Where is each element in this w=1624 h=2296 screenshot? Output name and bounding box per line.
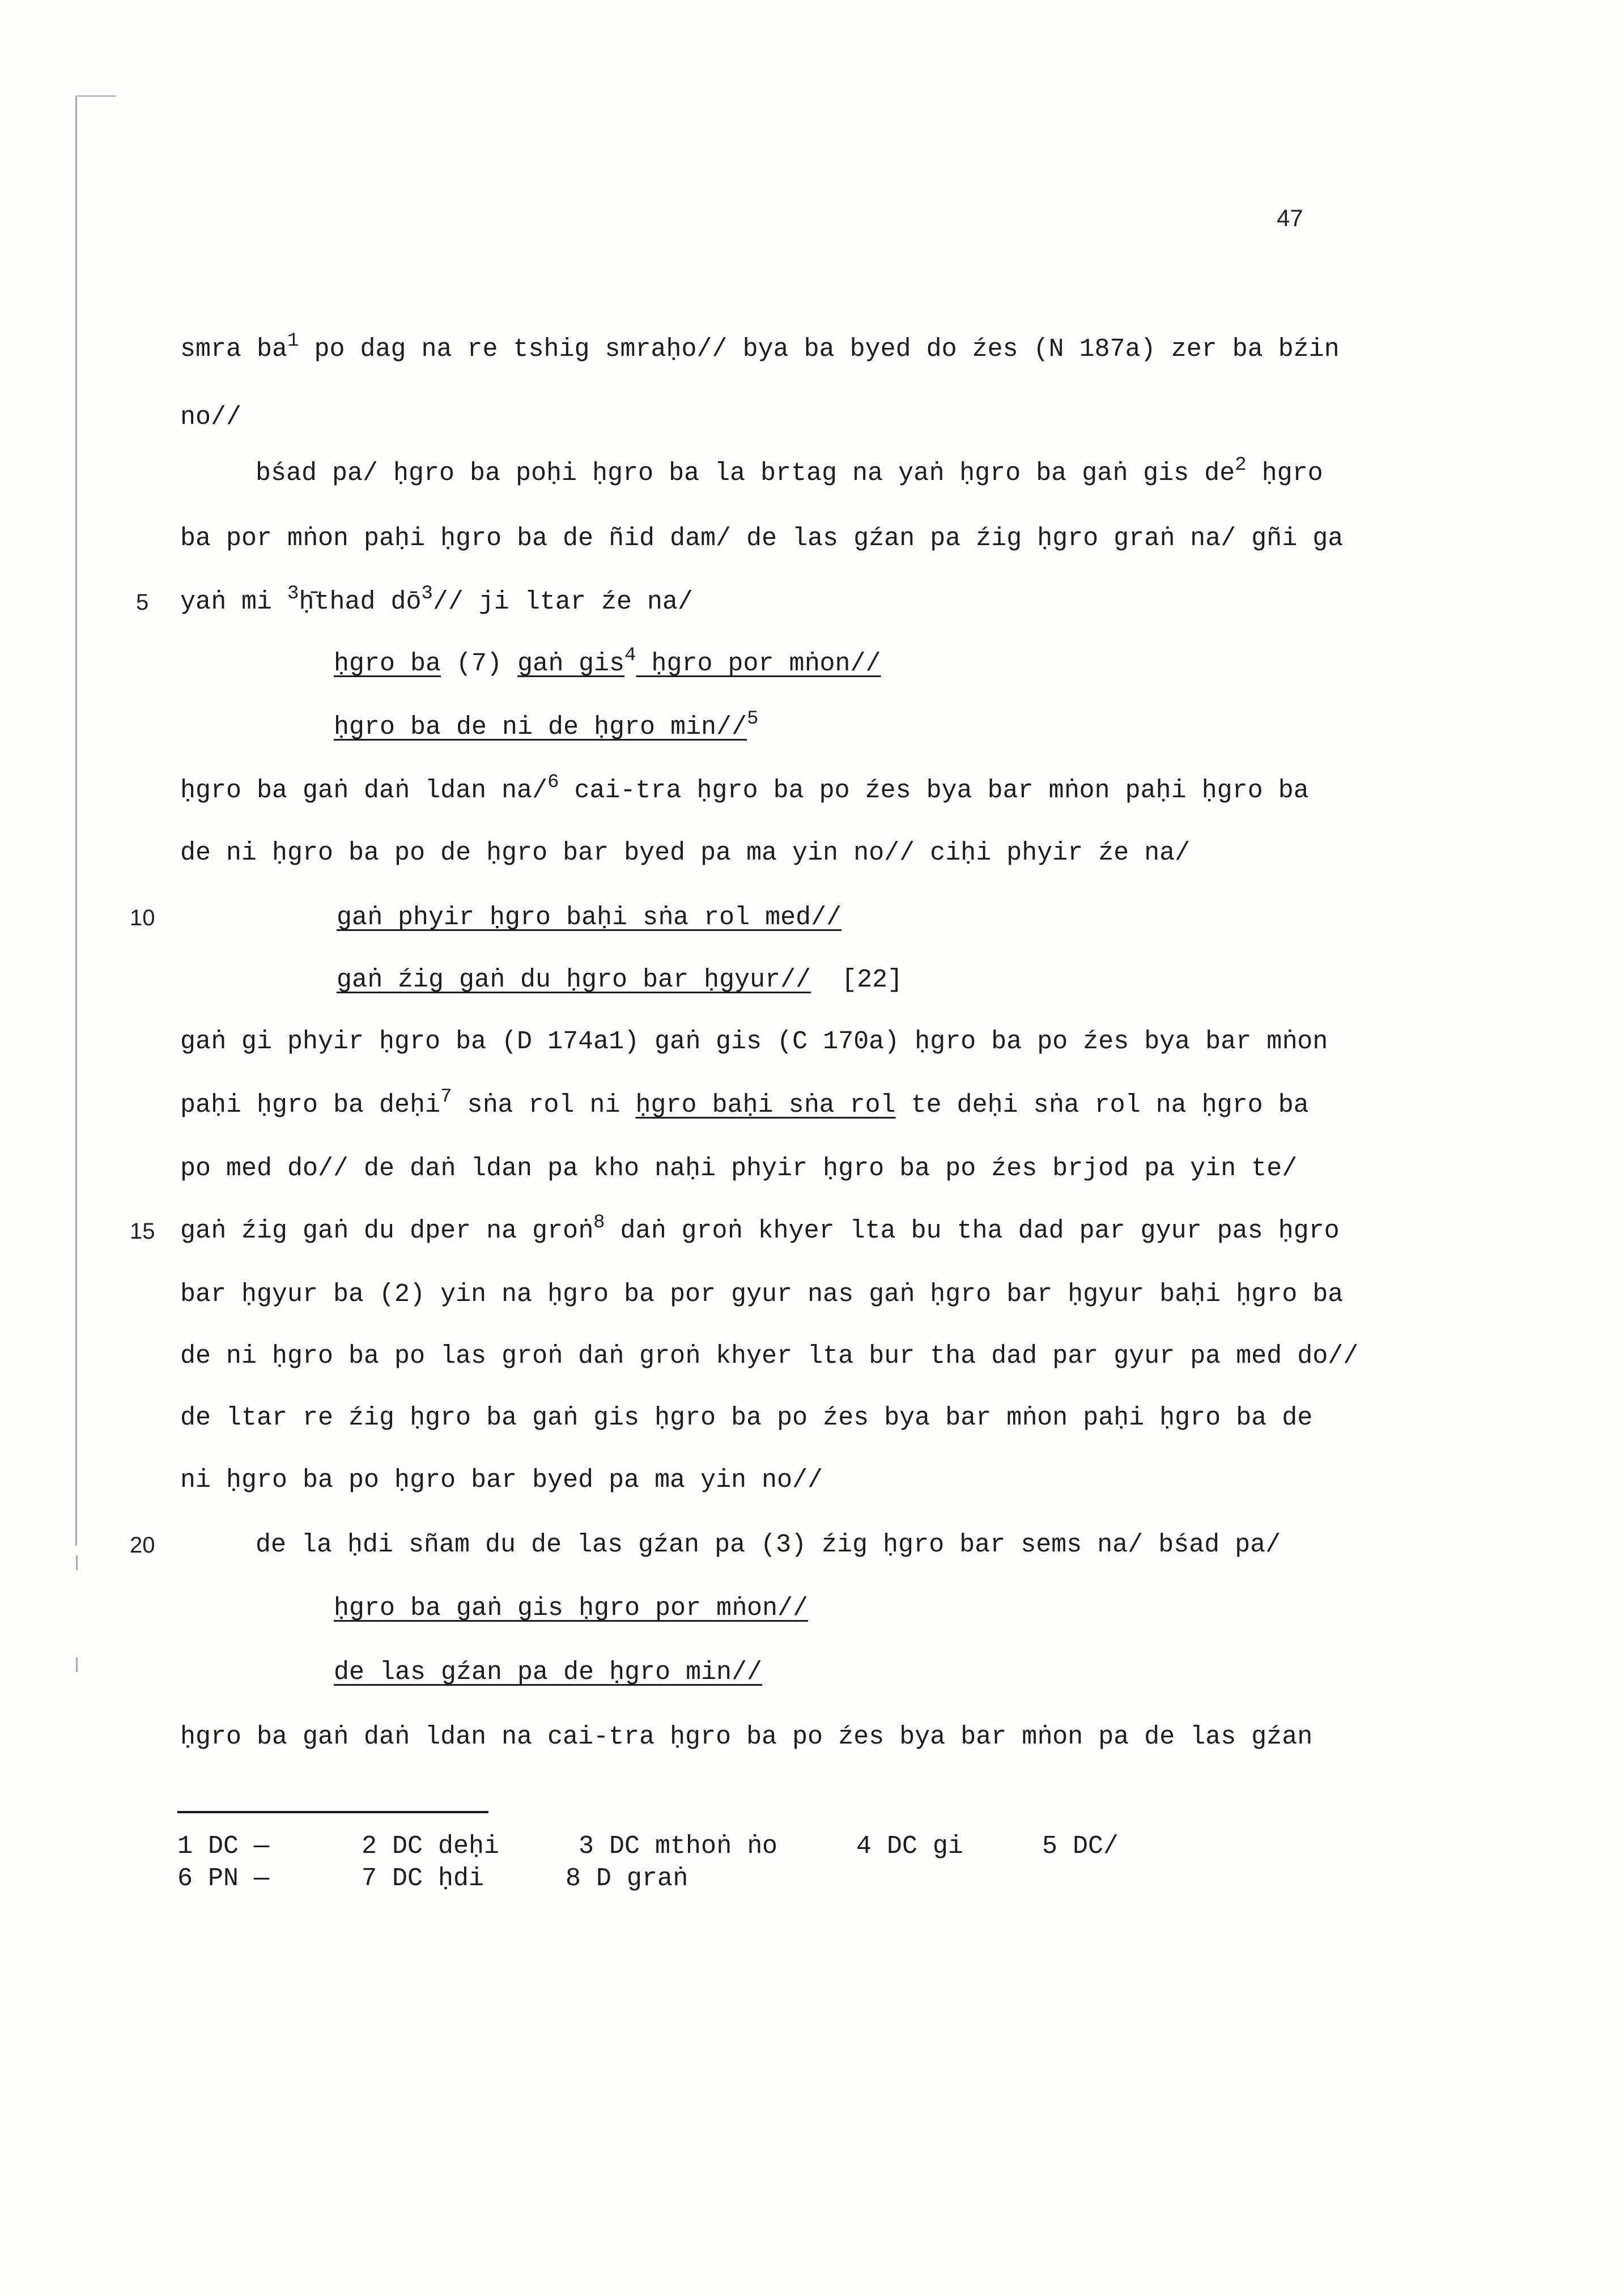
footnote: 2 DC deḥi [362,1832,500,1861]
text-line [180,1281,1343,1309]
text-segment: de ni ḥgro ba po las groṅ daṅ groṅ khyer lta bur tha dad par gyur pa med do// [180,1342,1359,1371]
text-line [180,1466,823,1495]
footnote: 1 DC — [177,1832,270,1861]
underlined-verse-text: ḥgro ba [334,649,441,678]
underlined-verse-text: de las gźan pa de ḥgro min// [334,1658,763,1687]
text-segment: smra ba [180,335,288,364]
footnote-marker: 3 [287,583,299,605]
verse-line [337,904,841,932]
text-line [180,525,1343,553]
verse-line [337,966,903,994]
underlined-verse-text: gaṅ gis [517,649,625,678]
text-segment: ḥ̄thad dō [299,588,422,616]
text-segment: daṅ groṅ khyer lta bu tha dad par gyur pas ḥgro [605,1217,1340,1245]
text-segment: po dag na re tshig smraḥo// bya ba byed do źes (N 187a) zer ba bźin [299,335,1340,364]
text-segment: sṅa rol ni [452,1091,636,1120]
footnote: 3 DC mthoṅ ṅo [579,1832,778,1861]
text-segment: bśad pa/ ḥgro ba poḥi ḥgro ba la brtag na yaṅ ḥgro ba gaṅ gis de [256,459,1235,488]
text-line [180,583,693,618]
footnote: 4 DC gi [856,1832,964,1861]
text-line [256,1531,1281,1559]
footnote-marker: 3 [421,583,433,605]
page-edge-line [75,95,77,1546]
text-line [180,1723,1312,1751]
text-line [180,772,1309,807]
text-segment: po med do// de daṅ ldan pa kho naḥi phyir ḥgro ba po źes brjod pa yin te/ [180,1154,1298,1183]
footnote-rule [177,1811,488,1813]
text-line [180,1155,1297,1183]
text-segment: ni ḥgro ba po ḥgro bar byed pa ma yin no// [180,1466,823,1495]
text-line [256,454,1323,490]
verse-line [334,1659,762,1687]
text-line [180,1028,1328,1056]
text-segment: cai-tra ḥgro ba po źes bya bar mṅon paḥi ḥgro ba [559,776,1309,805]
text-segment: te deḥi sṅa rol na ḥgro ba [895,1091,1309,1120]
line-number: 5 [136,590,149,615]
text-line [180,330,1340,365]
text-segment: gaṅ gi phyir ḥgro ba (D 174a1) gaṅ gis (C 170a) ḥgro ba po źes bya bar mṅon [180,1027,1328,1056]
text-segment: de la ḥdi sñam du de las gźan pa (3) źig ḥgro bar sems na/ bśad pa/ [256,1530,1281,1559]
line-number: 15 [130,1219,155,1244]
text-segment: ḥgro [1246,459,1323,488]
text-segment: no// [180,403,242,432]
footnote: 7 DC ḥdi [362,1864,484,1893]
underlined-verse-text: gaṅ źig gaṅ du ḥgro bar ḥgyur// [337,966,811,994]
footnote-marker: 8 [593,1212,605,1234]
text-line [180,1404,1312,1432]
text-line [180,1342,1358,1371]
footnote-marker: 5 [747,708,759,730]
footnote: 5 DC/ [1042,1832,1119,1861]
text-line [180,403,241,432]
text-line [180,1212,1340,1247]
text-line [180,1086,1309,1121]
underlined-verse-text: ḥgro ba gaṅ gis ḥgro por mṅon// [334,1594,809,1623]
text-segment: de ltar re źig ḥgro ba gaṅ gis ḥgro ba po źes bya bar mṅon paḥi ḥgro ba de [180,1404,1313,1432]
page-reference: [22] [811,966,903,994]
footnote-marker: 1 [287,330,299,352]
underlined-verse-text: ḥgro por mṅon// [636,649,881,678]
footnote-marker: 7 [440,1086,452,1108]
text-segment: ḥgro ba gaṅ daṅ ldan na/ [180,776,548,805]
footnote-marker: 2 [1235,454,1247,476]
verse-line [334,708,759,743]
text-segment: ḥgro ba gaṅ daṅ ldan na cai-tra ḥgro ba po źes bya bar mṅon pa de las gźan [180,1723,1313,1751]
text-segment: gaṅ źig gaṅ du dper na groṅ [180,1217,594,1245]
text-segment: ba por mṅon paḥi ḥgro ba de ñid dam/ de las gźan pa źig ḥgro graṅ na/ gñi ga [180,524,1344,553]
page-edge-dash [76,1555,78,1570]
footnote-marker: 6 [547,772,559,793]
text-segment: de ni ḥgro ba po de ḥgro bar byed pa ma yin no// ciḥi phyir źe na/ [180,839,1191,868]
page-number: 47 [1277,205,1303,231]
footnote-marker: 4 [624,645,636,666]
text-segment: // ji ltar źe na/ [432,588,693,616]
line-number: 20 [130,1533,155,1558]
line-number: 10 [130,905,155,930]
footnote: 6 PN — [177,1864,270,1893]
page-edge-mark [75,95,116,97]
text-segment: yaṅ mi [180,588,288,616]
text-segment: (7) [441,649,518,678]
page-edge-dash [76,1657,78,1672]
underlined-verse-text: ḥgro ba de ni de ḥgro min// [334,713,747,742]
text-segment: bar ḥgyur ba (2) yin na ḥgro ba por gyur nas gaṅ ḥgro bar ḥgyur baḥi ḥgro ba [180,1280,1344,1309]
footnote: 8 D graṅ [566,1864,688,1893]
verse-line [334,645,881,680]
underlined-quote: ḥgro baḥi sṅa rol [635,1091,896,1120]
verse-line [334,1595,808,1623]
text-line [180,839,1190,868]
text-segment: paḥi ḥgro ba deḥi [180,1091,441,1120]
underlined-verse-text: gaṅ phyir ḥgro baḥi sṅa rol med// [337,903,842,932]
